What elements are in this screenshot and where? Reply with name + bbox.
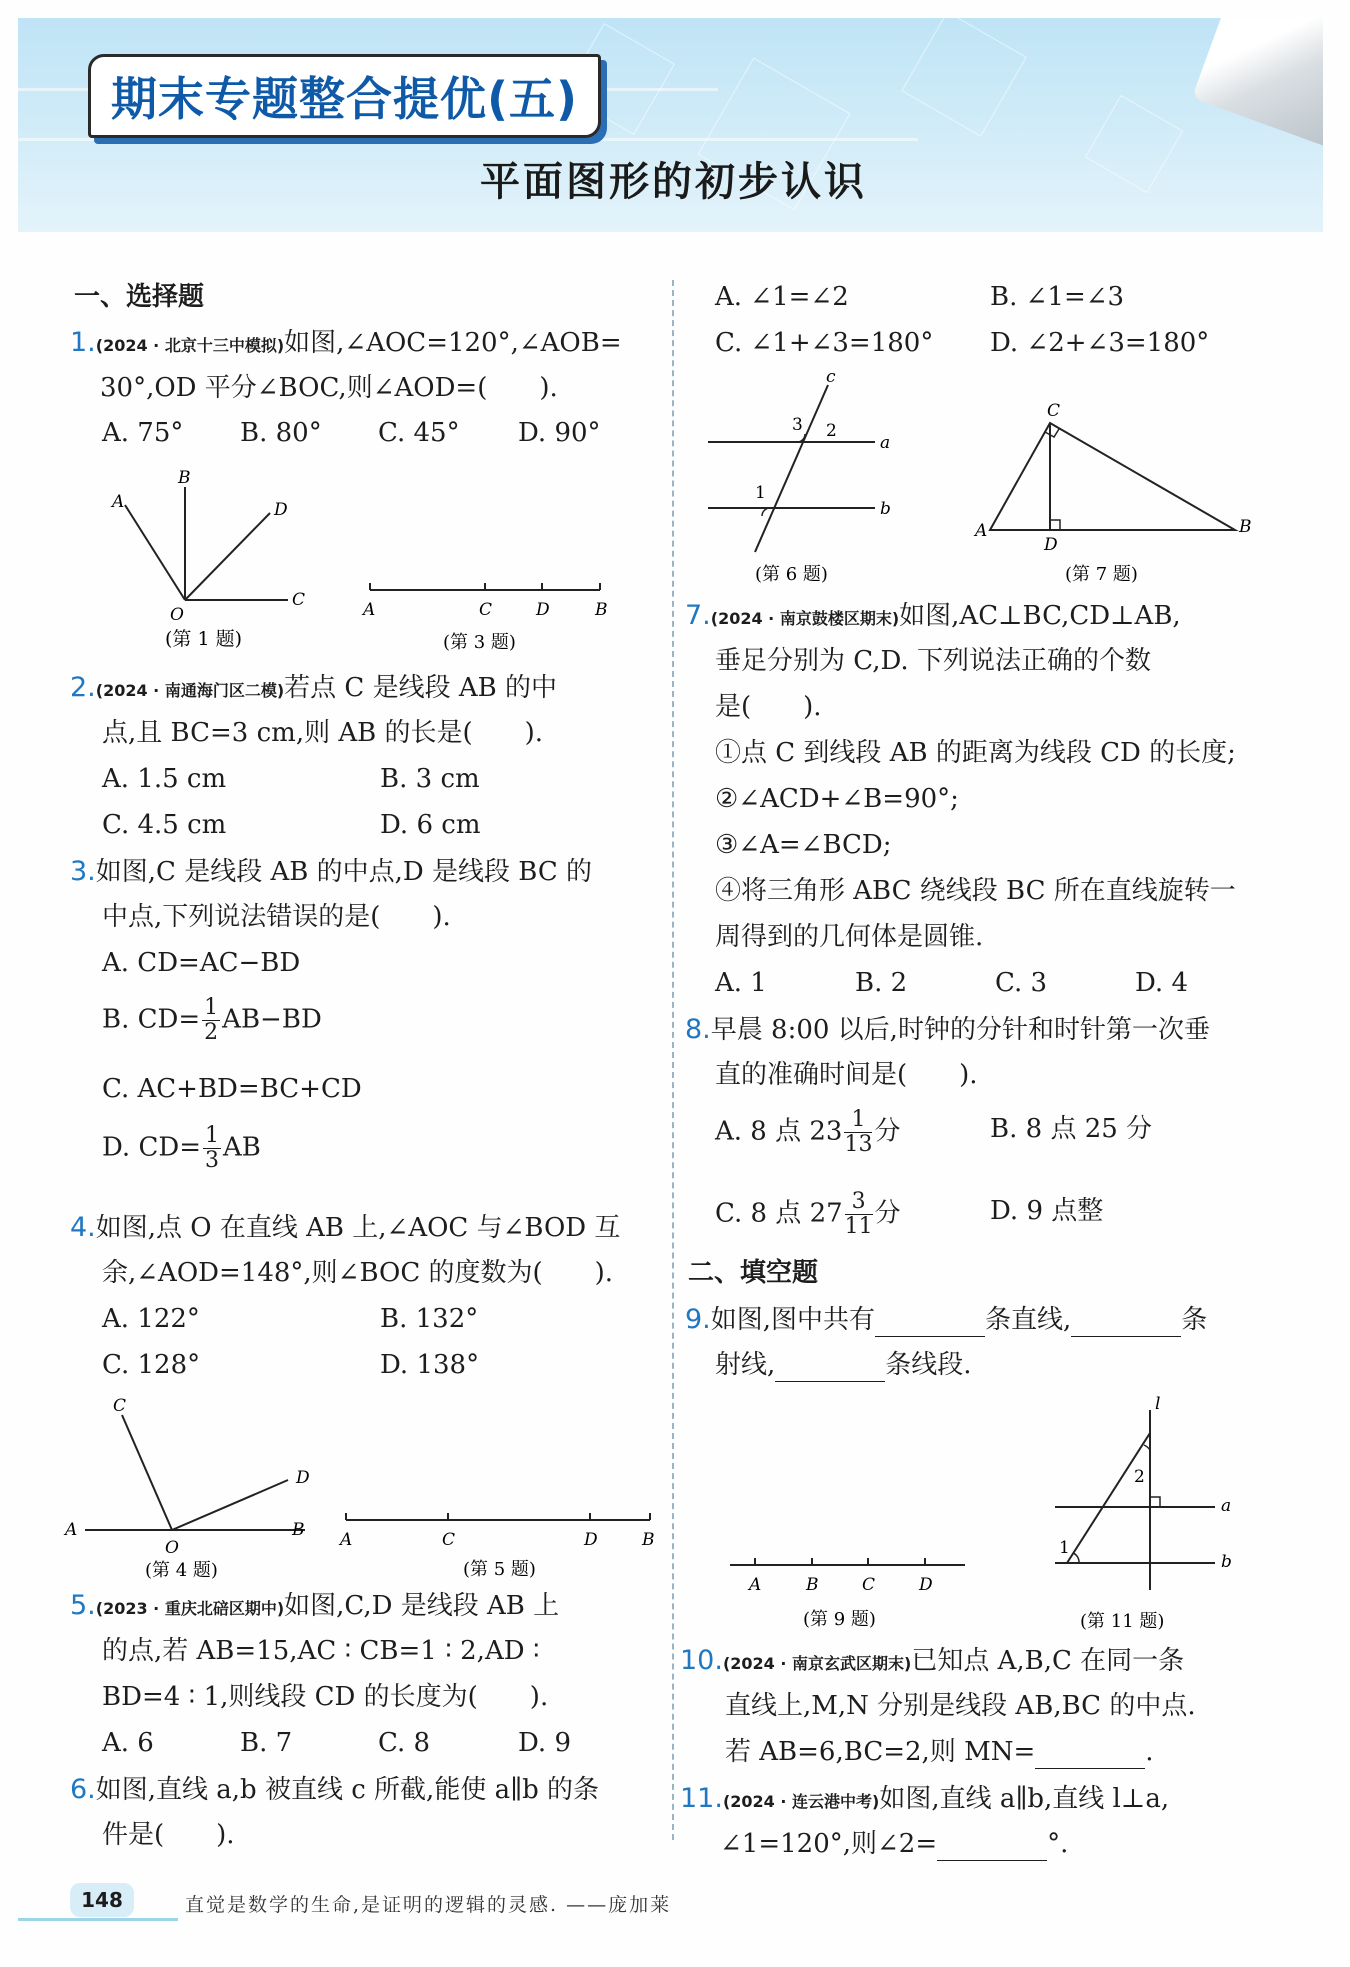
q3-text1: 如图,C 是线段 AB 的中点,D 是线段 BC 的 [95, 857, 592, 887]
page-number: 148 [70, 1883, 134, 1917]
q11-text2b: °. [1047, 1829, 1069, 1859]
fig9-label-b: B [806, 1575, 819, 1595]
q1-option-d: D. 90° [518, 418, 601, 448]
fig4-label-d: D [296, 1468, 310, 1488]
fig5-label-c: C [442, 1530, 456, 1550]
fig4-label-c: C [113, 1396, 127, 1416]
q1-number: 1. [70, 327, 96, 358]
fig11-label-b: b [1221, 1552, 1232, 1572]
fig4-label-o: O [165, 1538, 179, 1558]
q3-option-b-pre: B. CD= [102, 1004, 201, 1035]
q8-option-b: B. 8 点 25 分 [990, 1114, 1153, 1144]
fig11-caption: (第 11 题) [1080, 1611, 1165, 1632]
q11-source: (2024 · 连云港中考) [722, 1792, 880, 1811]
q1-line1 [70, 327, 622, 359]
q4-option-d: D. 138° [380, 1350, 480, 1380]
q4-number: 4. [70, 1212, 96, 1243]
fig11-angle-2: 2 [1134, 1467, 1145, 1487]
q9-text1a: 如图,图中共有 [710, 1305, 876, 1335]
q3-option-d [102, 1124, 261, 1173]
fig9-label-a: A [749, 1575, 762, 1595]
fig1-label-o: O [170, 605, 184, 625]
footer-accent-line [18, 1918, 178, 1921]
q3-option-d-post: AB [222, 1132, 261, 1163]
fig7-label-a: A [975, 521, 988, 541]
figure-q3 [355, 575, 615, 660]
q1-option-a: A. 75° [102, 418, 184, 448]
fig4-label-b: B [292, 1520, 305, 1540]
q5-text1: 如图,C,D 是线段 AB 上 [284, 1591, 560, 1621]
fig6-angle-3: 3 [792, 415, 803, 435]
q2-option-a: A. 1.5 cm [102, 764, 227, 794]
fig11-label-a: a [1221, 1496, 1232, 1516]
q11-number: 11. [680, 1783, 723, 1814]
fig9-label-d: D [919, 1575, 933, 1595]
figure-q7 [965, 398, 1255, 590]
q7-line1 [685, 600, 1181, 632]
q3-option-d-fraction [203, 1124, 221, 1173]
fig5-caption: (第 5 题) [463, 1559, 536, 1580]
q10-source: (2024 · 南京玄武区期末) [722, 1654, 912, 1673]
q7-option-a: A. 1 [715, 968, 767, 998]
q10-text3b: . [1145, 1737, 1154, 1767]
q7-statement-4b: 周得到的几何体是圆锥. [715, 922, 984, 952]
q5-option-b: B. 7 [240, 1728, 293, 1758]
q8-option-c-num: 3 [845, 1190, 873, 1215]
figure-q9 [725, 1550, 985, 1635]
q8-option-c-fraction [845, 1190, 873, 1239]
q5-option-c: C. 8 [378, 1728, 431, 1758]
q9-blank-2 [1071, 1305, 1181, 1337]
q9-text2b: 条线段. [885, 1350, 972, 1380]
q4-line2: 余,∠AOD=148°,则∠BOC 的度数为( ). [102, 1258, 614, 1288]
q5-line1 [70, 1590, 559, 1622]
q10-blank [1035, 1737, 1145, 1769]
q7-statement-2: ②∠ACD+∠B=90°; [715, 784, 959, 814]
q8-option-c [715, 1190, 901, 1239]
fig1-label-b: B [178, 468, 191, 488]
q8-option-c-post: 分 [874, 1198, 901, 1229]
figure-q4 [60, 1395, 330, 1580]
fig6-label-c: c [826, 370, 836, 387]
q7-line2: 垂足分别为 C,D. 下列说法正确的个数 [715, 646, 1151, 676]
fig6-caption: (第 6 题) [755, 564, 828, 585]
q6-line2: 件是( ). [102, 1820, 235, 1850]
fig3-label-a: A [363, 600, 376, 620]
q4-text1: 如图,点 O 在直线 AB 上,∠AOC 与∠BOD 互 [95, 1213, 621, 1243]
q11-text1: 如图,直线 a∥b,直线 l⊥a, [879, 1784, 1170, 1814]
q8-line2: 直的准确时间是( ). [715, 1060, 978, 1090]
q11-blank [937, 1829, 1047, 1861]
page-subtitle: 平面图形的初步认识 [480, 159, 867, 205]
q6-option-a: A. ∠1=∠2 [715, 282, 849, 312]
q5-number: 5. [70, 1590, 96, 1621]
q2-line2: 点,且 BC=3 cm,则 AB 的长是( ). [102, 718, 544, 748]
fig7-label-b: B [1239, 517, 1252, 537]
q9-line1 [685, 1304, 1207, 1337]
fig1-label-c: C [292, 590, 306, 610]
fig1-caption: (第 1 题) [165, 628, 242, 650]
q7-statement-1: ①点 C 到线段 AB 的距离为线段 CD 的长度; [715, 738, 1236, 768]
q2-line1 [70, 672, 557, 704]
q1-line2: 30°,OD 平分∠BOC,则∠AOD=( ). [100, 373, 558, 403]
q6-option-d: D. ∠2+∠3=180° [990, 328, 1210, 358]
q4-option-c: C. 128° [102, 1350, 201, 1380]
q10-text3a: 若 AB=6,BC=2,则 MN= [725, 1737, 1036, 1767]
q3-option-b [102, 996, 322, 1045]
q5-option-d: D. 9 [518, 1728, 571, 1758]
q1-text1: 如图,∠AOC=120°,∠AOB= [284, 328, 622, 358]
q3-line1 [70, 856, 592, 888]
page-curl [1192, 18, 1323, 149]
q8-line1 [685, 1014, 1210, 1046]
section-fill: 二、填空题 [688, 1258, 819, 1288]
fig7-caption: (第 7 题) [1065, 564, 1138, 585]
q9-blank-1 [875, 1305, 985, 1337]
q9-line2 [715, 1350, 972, 1382]
q3-option-b-fraction [202, 996, 220, 1045]
q7-option-c: C. 3 [995, 968, 1048, 998]
figure-q5 [338, 1505, 658, 1580]
q6-line1 [70, 1774, 599, 1806]
q7-option-d: D. 4 [1135, 968, 1188, 998]
q9-text1b: 条直线, [985, 1305, 1072, 1335]
fig4-label-a: A [65, 1520, 78, 1540]
q1-source: (2024 · 北京十三中模拟) [95, 336, 285, 355]
q9-blank-3 [775, 1350, 885, 1382]
fig3-label-d: D [536, 600, 550, 620]
q2-number: 2. [70, 672, 96, 703]
q7-statement-3: ③∠A=∠BCD; [715, 830, 892, 860]
q3-option-b-num: 1 [204, 995, 219, 1020]
q6-option-b: B. ∠1=∠3 [990, 282, 1125, 312]
q2-source: (2024 · 南通海门区二模) [95, 681, 285, 700]
q6-text1: 如图,直线 a,b 被直线 c 所截,能使 a∥b 的条 [95, 1775, 600, 1805]
column-divider [672, 280, 674, 1840]
q5-option-a: A. 6 [102, 1728, 154, 1758]
fig6-label-a: a [880, 433, 891, 453]
fig11-angle-1: 1 [1059, 1538, 1070, 1558]
q9-number: 9. [685, 1304, 711, 1335]
q5-line3: BD=4 ∶ 1,则线段 CD 的长度为( ). [102, 1682, 549, 1712]
fig6-label-b: b [880, 499, 891, 519]
fig4-caption: (第 4 题) [145, 1560, 218, 1580]
figure-q1 [100, 465, 320, 655]
q10-line3 [725, 1737, 1154, 1769]
q7-number: 7. [685, 600, 711, 631]
q10-line2: 直线上,M,N 分别是线段 AB,BC 的中点. [725, 1691, 1196, 1721]
q10-line1 [680, 1645, 1184, 1677]
q8-option-c-den: 11 [844, 1214, 873, 1240]
fig6-angle-2: 2 [826, 421, 837, 441]
page-title: 期末专题整合提优(五) [88, 54, 601, 138]
q3-option-d-num: 1 [204, 1123, 219, 1148]
q11-text2a: ∠1=120°,则∠2= [720, 1829, 938, 1859]
fig1-label-d: D [274, 500, 288, 520]
q3-option-c: C. AC+BD=BC+CD [102, 1074, 362, 1104]
q7-text1: 如图,AC⊥BC,CD⊥AB, [899, 601, 1181, 631]
q3-option-b-post: AB−BD [222, 1004, 322, 1035]
q8-option-d: D. 9 点整 [990, 1196, 1104, 1226]
q11-line2 [720, 1829, 1068, 1861]
q3-option-d-pre: D. CD= [102, 1132, 201, 1163]
q8-number: 8. [685, 1014, 711, 1045]
fig7-label-d: D [1044, 535, 1058, 555]
q7-line3: 是( ). [715, 692, 822, 722]
q7-option-b: B. 2 [855, 968, 908, 998]
fig3-label-c: C [479, 600, 493, 620]
q8-option-a-fraction [844, 1108, 872, 1157]
q8-option-a-den: 13 [844, 1132, 873, 1158]
fig9-label-c: C [862, 1575, 876, 1595]
fig1-label-a: A [112, 492, 125, 512]
fig5-label-b: B [642, 1530, 655, 1550]
q8-option-a [715, 1108, 900, 1157]
q2-option-c: C. 4.5 cm [102, 810, 227, 840]
fig9-caption: (第 9 题) [803, 1609, 876, 1630]
fig6-angle-1: 1 [755, 483, 766, 503]
fig11-label-l: l [1155, 1395, 1161, 1414]
q5-source: (2023 · 重庆北碚区期中) [95, 1599, 285, 1618]
q3-option-b-den: 2 [204, 1020, 219, 1046]
section-choice: 一、选择题 [74, 282, 205, 312]
q2-option-b: B. 3 cm [380, 764, 480, 794]
q2-option-d: D. 6 cm [380, 810, 481, 840]
q2-text1: 若点 C 是线段 AB 的中 [284, 673, 557, 703]
q8-option-a-pre: A. 8 点 23 [715, 1116, 843, 1147]
q1-option-b: B. 80° [240, 418, 322, 448]
q11-line1 [680, 1783, 1169, 1815]
q10-text1: 已知点 A,B,C 在同一条 [911, 1646, 1185, 1676]
fig5-label-d: D [584, 1530, 598, 1550]
fig7-label-c: C [1047, 401, 1061, 421]
q10-number: 10. [680, 1645, 723, 1676]
q6-number: 6. [70, 1774, 96, 1805]
q1-option-c: C. 45° [378, 418, 460, 448]
fig3-label-b: B [595, 600, 608, 620]
figure-q11 [1045, 1395, 1260, 1635]
q5-line2: 的点,若 AB=15,AC ∶ CB=1 ∶ 2,AD ∶ [102, 1636, 540, 1666]
q6-option-c: C. ∠1+∠3=180° [715, 328, 934, 358]
fig3-caption: (第 3 题) [443, 632, 516, 653]
footer-quote: 直觉是数学的生命,是证明的逻辑的灵感. ——庞加莱 [185, 1894, 672, 1916]
q8-option-a-post: 分 [874, 1116, 901, 1147]
q8-text1: 早晨 8:00 以后,时钟的分针和时针第一次垂 [710, 1015, 1210, 1045]
q3-option-a: A. CD=AC−BD [102, 948, 301, 978]
q4-option-b: B. 132° [380, 1304, 479, 1334]
q3-option-d-den: 3 [204, 1148, 219, 1174]
figure-q6 [700, 370, 900, 590]
q8-option-a-num: 1 [844, 1108, 872, 1133]
q7-source: (2024 · 南京鼓楼区期末) [710, 609, 900, 628]
q8-option-c-pre: C. 8 点 27 [715, 1198, 843, 1229]
q9-text2a: 射线, [715, 1350, 776, 1380]
q4-line1 [70, 1212, 620, 1244]
q7-statement-4a: ④将三角形 ABC 绕线段 BC 所在直线旋转一 [715, 876, 1236, 906]
q9-text1c: 条 [1181, 1305, 1208, 1335]
q4-option-a: A. 122° [102, 1304, 200, 1334]
q3-number: 3. [70, 856, 96, 887]
q3-line2: 中点,下列说法错误的是( ). [102, 902, 451, 932]
fig5-label-a: A [340, 1530, 353, 1550]
